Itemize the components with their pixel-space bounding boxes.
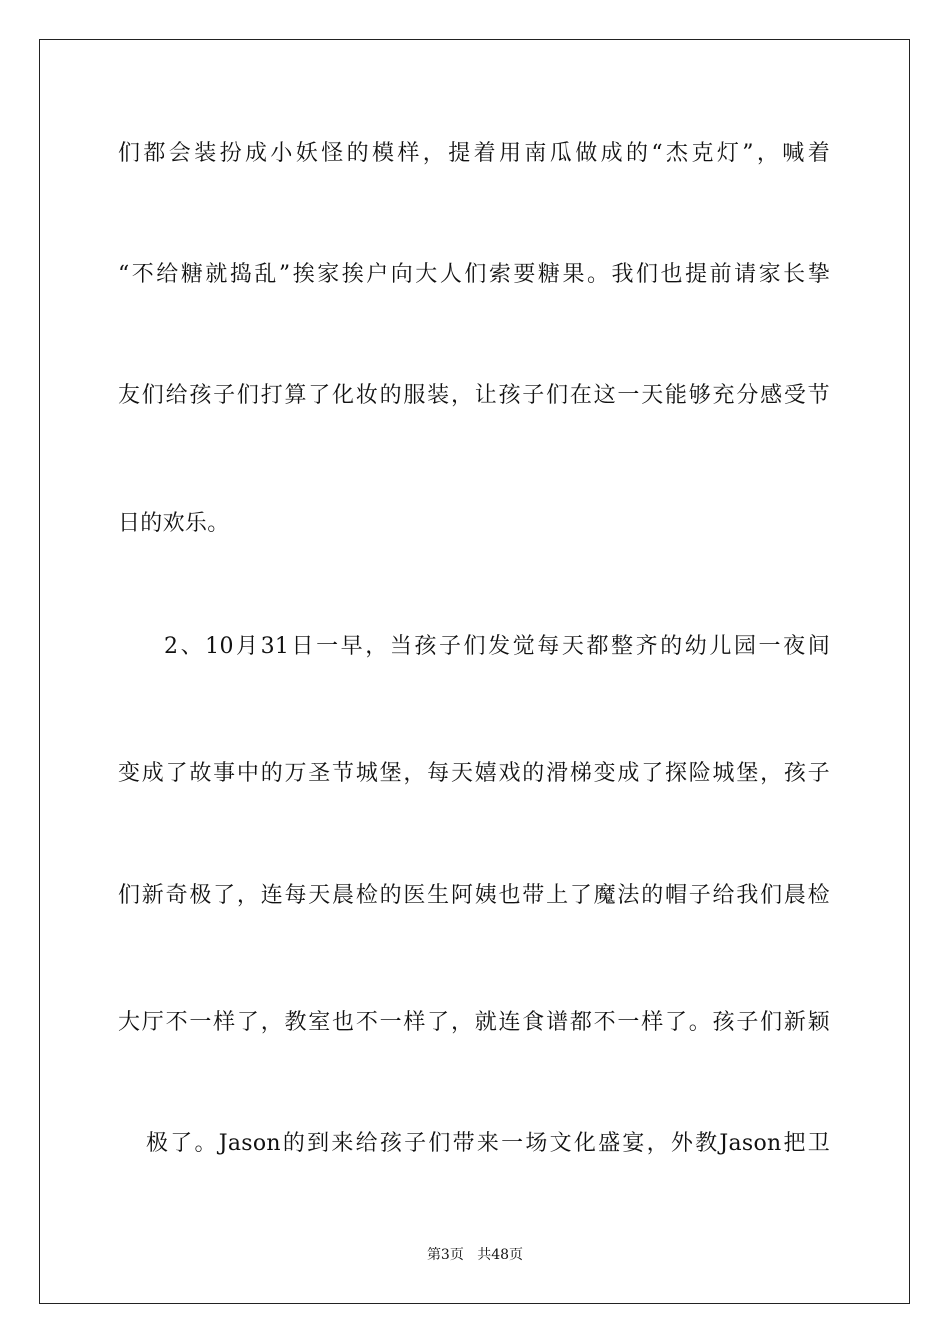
text-line-1: 们都会装扮成小妖怪的模样，提着用南瓜做成的“杰克灯”，喊着	[118, 141, 830, 166]
text-line-8: 大厅不一样了，教室也不一样了，就连食谱都不一样了。孩子们新颖	[118, 1010, 830, 1035]
text-line-5: 2、10月31日一早，当孩子们发觉每天都整齐的幼儿园一夜间	[164, 634, 830, 659]
page-footer	[0, 1246, 950, 1264]
text-line-4: 日的欢乐。	[118, 511, 230, 536]
text-line-6: 变成了故事中的万圣节城堡，每天嬉戏的滑梯变成了探险城堡，孩子	[118, 761, 830, 786]
page-total: 共48页	[477, 1247, 524, 1263]
text-line-3: 友们给孩子们打算了化妆的服装，让孩子们在这一天能够充分感受节	[118, 383, 830, 408]
page-number: 第3页	[426, 1247, 464, 1263]
text-line-7: 们新奇极了，连每天晨检的医生阿姨也带上了魔法的帽子给我们晨检	[118, 883, 830, 908]
text-line-9: 极了。Jason的到来给孩子们带来一场文化盛宴，外教Jason把卫	[146, 1131, 830, 1156]
text-line-2: “不给糖就捣乱”挨家挨户向大人们索要糖果。我们也提前请家长挚	[118, 262, 830, 287]
page-border	[39, 39, 910, 1304]
